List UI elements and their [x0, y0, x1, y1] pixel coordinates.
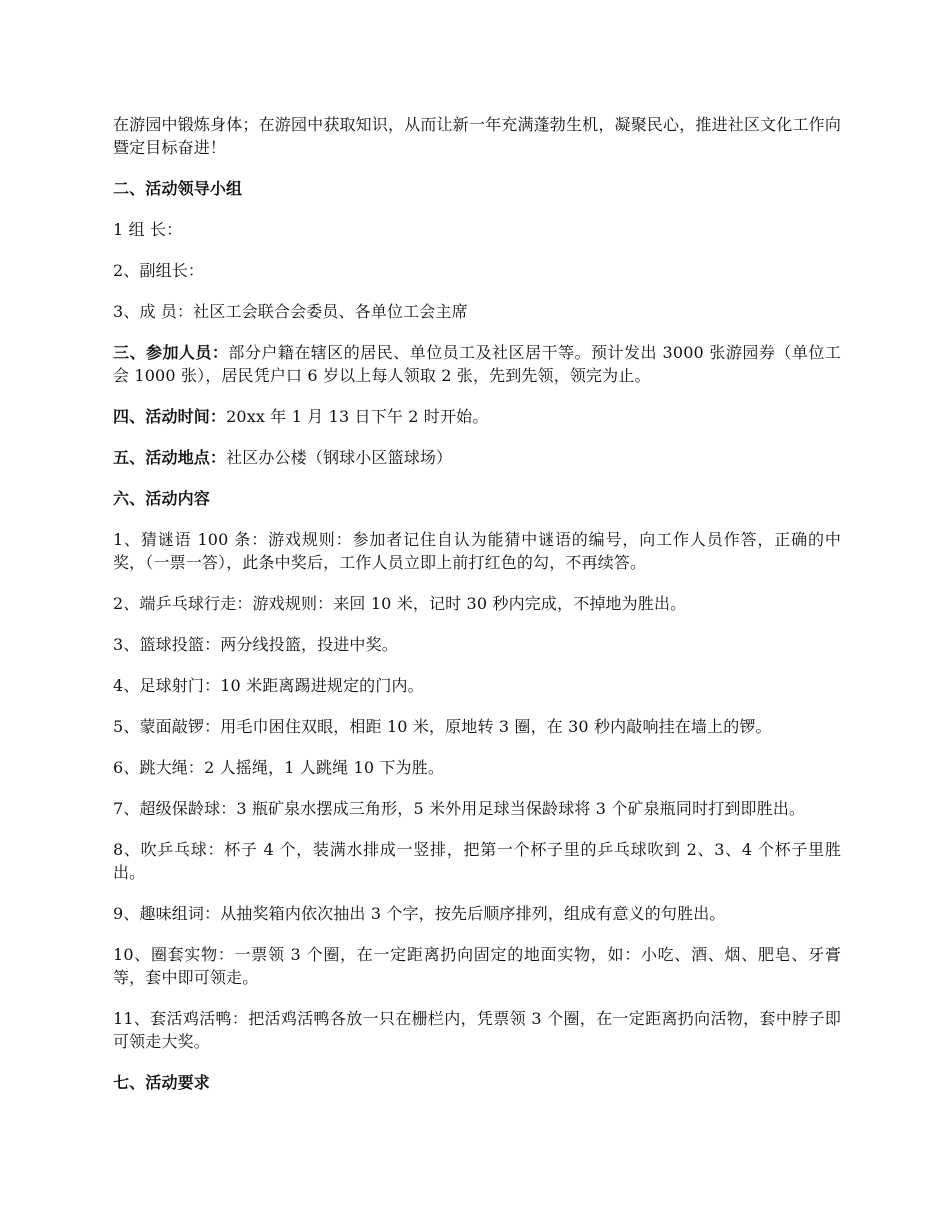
time-paragraph: [113, 405, 841, 428]
location-paragraph: [113, 446, 841, 469]
time-label: 四、活动时间：: [113, 407, 227, 426]
activity-item: 5、蒙面敲锣：用毛巾困住双眼，相距 10 米，原地转 3 圈，在 30 秒内敲响挂在墙上的锣。: [113, 717, 772, 736]
section-heading-leadership: 二、活动领导小组: [113, 179, 243, 198]
document-page: [113, 113, 841, 1112]
activity-item: 6、跳大绳：2 人摇绳，1 人跳绳 10 下为胜。: [113, 758, 444, 777]
location-text: 社区办公楼（钢球小区篮球场）: [226, 448, 453, 467]
members-line: 3、成 员：社区工会联合会委员、各单位工会主席: [113, 302, 468, 321]
section-heading-content: 六、活动内容: [113, 489, 210, 508]
intro-paragraph: 在游园中锻炼身体；在游园中获取知识，从而让新一年充满蓬勃生机，凝聚民心，推进社区文化工作向暨定目标奋进！: [113, 115, 841, 157]
activity-item: 11、套活鸡活鸭：把活鸡活鸭各放一只在栅栏内，凭票领 3 个圈，在一定距离扔向活物，套中脖子即可领走大奖。: [113, 1009, 841, 1051]
location-label: 五、活动地点：: [113, 448, 227, 467]
deputy-line: 2、副组长：: [113, 261, 205, 280]
activity-item: 10、圈套实物：一票领 3 个圈，在一定距离扔向固定的地面实物，如：小吃、酒、烟、肥皂、牙膏等，套中即可领走。: [113, 945, 841, 987]
participants-paragraph: [113, 341, 841, 387]
participants-label: 三、参加人员：: [113, 343, 229, 362]
activity-item: 7、超级保龄球：3 瓶矿泉水摆成三角形，5 米外用足球当保龄球将 3 个矿泉瓶同时打到即胜出。: [113, 799, 806, 818]
leader-line: 1 组 长：: [113, 220, 183, 239]
participants-text: 部分户籍在辖区的居民、单位员工及社区居干等。预计发出 3000 张游园券（单位工会 1000 张），居民凭户口 6 岁以上每人领取 2 张，先到先领，领完为止。: [113, 343, 841, 385]
activity-item: 2、端乒乓球行走：游戏规则：来回 10 米，记时 30 秒内完成，不掉地为胜出。: [113, 594, 687, 613]
activity-item: 4、足球射门：10 米距离踢进规定的门内。: [113, 676, 424, 695]
activity-item: 1、猜谜语 100 条：游戏规则：参加者记住自认为能猜中谜语的编号，向工作人员作答，正确的中奖，（一票一答），此条中奖后，工作人员立即上前打红色的勾，不再续答。: [113, 530, 841, 572]
time-text: 20xx 年 1 月 13 日下午 2 时开始。: [226, 407, 489, 426]
activity-item: 3、篮球投篮：两分线投篮，投进中奖。: [113, 635, 398, 654]
section-heading-requirements: 七、活动要求: [113, 1073, 210, 1092]
activity-item: 8、吹乒乓球：杯子 4 个，装满水排成一竖排，把第一个杯子里的乒乓球吹到 2、3、4 个杯子里胜出。: [113, 840, 841, 882]
activity-item: 9、趣味组词：从抽奖箱内依次抽出 3 个字，按先后顺序排列，组成有意义的句胜出。: [113, 904, 726, 923]
